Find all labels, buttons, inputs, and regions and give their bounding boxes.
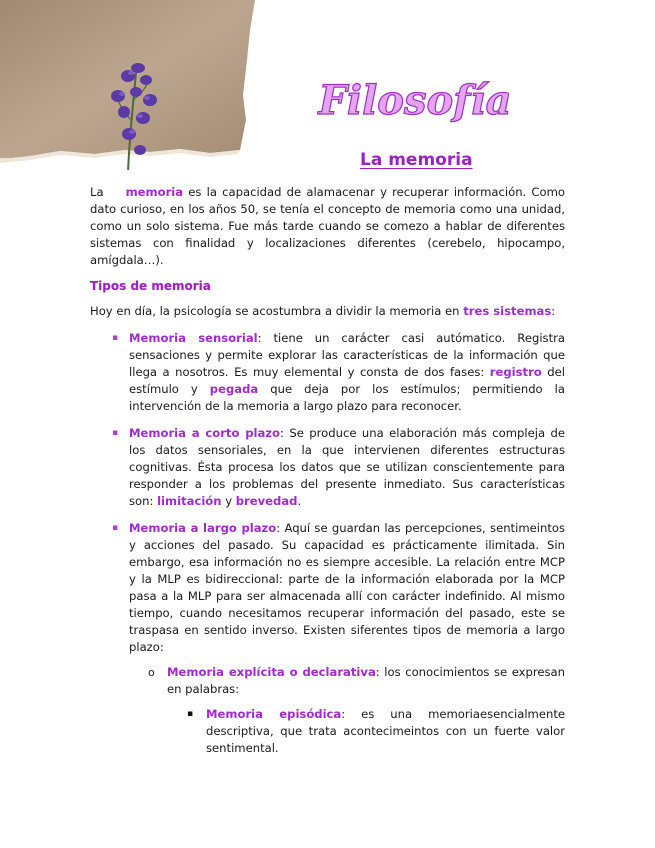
episodica-text: : es una memoriaesencialmente descriptiva, que trata acontecimeintos con un fuerte valor sentimental. xyxy=(206,707,566,755)
page-subtitle: La memoria xyxy=(360,150,473,170)
sensorial-highlight-2: pegada xyxy=(209,382,259,396)
memory-types-list xyxy=(90,330,565,757)
intro-paragraph xyxy=(90,184,565,269)
largo-text: : Aquí se guardan las percepciones, sentimeintos y acciones del pasado. Su capacidad es prácticamente ilimitada. Sin embargo, esa información no es siempre accesible. La relación entre MCP y la MLP es bidireccional: parte de la información elaborada por la MCP pasa a la MLP para ser almacenada allí con carácter indefinido. Al mismo tiempo, cuando necesitamos recuperar información del pasado, este se traspasa en sentido inverso. Existen siferentes tipos de memoria a largo plazo: xyxy=(129,521,565,654)
document-title xyxy=(320,72,510,132)
section-lead-highlight: tres sistemas xyxy=(463,304,552,318)
term-episodica: Memoria episódica xyxy=(206,707,342,721)
term-explicita: Memoria explícita o declarativa xyxy=(167,665,376,679)
term-sensorial: Memoria sensorial xyxy=(129,331,258,345)
sensorial-text-1: : tiene un carácter casi autómatico. Registra sensaciones y permite explorar las características de la información que llega a nosotros. Es muy elemental y consta de dos fases: xyxy=(129,331,566,379)
intro-text: es la capacidad de alamacenar y recuperar información. Como dato curioso, en los años 50, se tenía el concepto de memoria como una unidad, como un solo sistema. Fue más tarde cuando se comezo a hablar de diferentes sistemas con finalidad y localizaciones diferentes (cerebelo, hipocampo, amígdala…). xyxy=(90,185,565,267)
explicita-text: : los conocimientos se expresan en palabras: xyxy=(167,665,565,696)
list-item-explicita xyxy=(167,664,565,757)
sensorial-text-2: del estímulo y xyxy=(129,365,565,396)
list-item-corto-plazo xyxy=(129,425,565,510)
sensorial-text-3: que deja por los estímulos; permitiendo la intervención de la memoria a largo plazo para reconocer. xyxy=(129,382,565,413)
document-body xyxy=(90,184,565,767)
list-item-sensorial xyxy=(129,330,565,415)
explicit-sublist xyxy=(167,706,565,757)
intro-lead: La xyxy=(90,185,104,199)
list-item-largo-plazo xyxy=(129,520,565,757)
section-heading: Tipos de memoria xyxy=(90,279,211,293)
section-lead xyxy=(90,303,565,320)
term-largo-plazo: Memoria a largo plazo xyxy=(129,521,277,535)
sensorial-highlight-1: registro xyxy=(489,365,542,379)
term-corto-plazo: Memoria a corto plazo xyxy=(129,426,281,440)
long-term-sublist xyxy=(129,664,565,757)
corto-text-3: . xyxy=(297,494,302,508)
section-lead-end: : xyxy=(551,304,556,318)
section-lead-text: Hoy en día, la psicología se acostumbra a dividir la memoria en xyxy=(90,304,464,318)
list-item-episodica xyxy=(206,706,565,757)
intro-term: memoria xyxy=(125,185,184,199)
corto-highlight-2: brevedad xyxy=(235,494,298,508)
corto-highlight-1: limitación xyxy=(157,494,222,508)
corto-text-1: : Se produce una elaboración más compleja de los datos sensoriales, en la que intervienen diferentes estructuras cognitivas. Ésta procesa los datos que se utilizan conscientemente para responder a los problemas del presente inmediato. Sus características son: xyxy=(129,426,565,508)
corto-text-2: y xyxy=(221,494,236,508)
torn-paper-decoration xyxy=(0,0,255,170)
title-text: Filosofía xyxy=(318,77,512,124)
